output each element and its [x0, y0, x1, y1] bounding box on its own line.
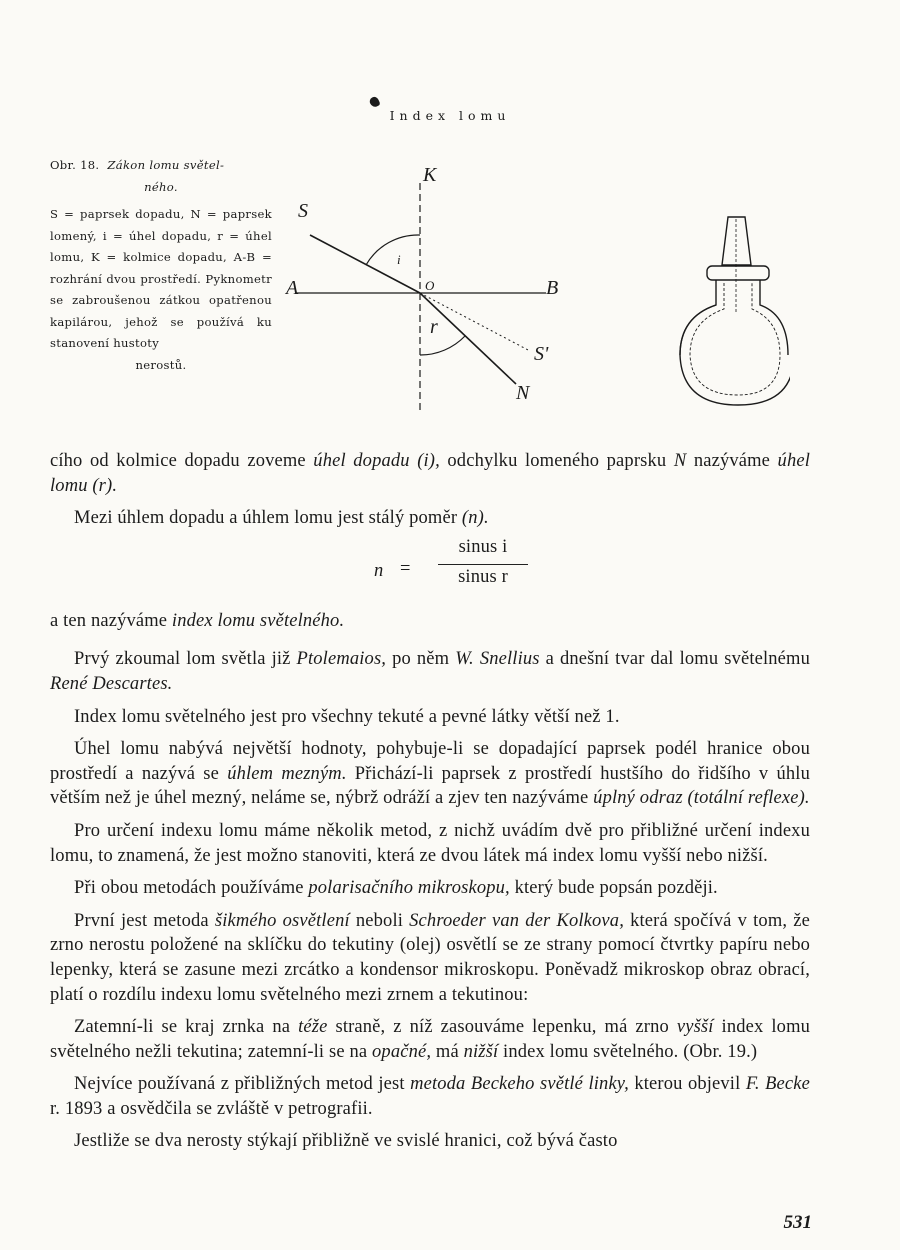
caption-figure-number: Obr. 18. — [50, 158, 100, 172]
body-text — [50, 449, 810, 1154]
italic-term: (n). — [461, 508, 489, 529]
text-run: odchylku lomeného paprsku — [439, 451, 674, 471]
italic-term: Ptolemaios, — [296, 649, 387, 670]
caption-description: S = paprsek dopadu, N = paprsek lomený, i = úhel dopadu, r = úhel lomu, K = kolmice dopadu, A-B = rozhrání dvou prostředí. Pyknometr se zabroušenou zátkou opatřenou kapilárou, jehož se používá ku stanovení hustoty — [50, 207, 272, 350]
formula-lhs: n — [374, 560, 384, 581]
pycnometer-bulb — [680, 305, 716, 355]
italic-term: opačné, — [372, 1041, 432, 1062]
italic-term: Schroeder van der Kolkova, — [409, 910, 624, 931]
text-run: kterou objevil — [628, 1074, 746, 1095]
label-i: i — [397, 252, 401, 267]
text-run: cího od kolmice dopadu zoveme — [50, 451, 314, 471]
formula-numerator: sinus i — [458, 536, 508, 557]
paragraph-2 — [50, 506, 810, 531]
italic-term: téže — [298, 1017, 328, 1038]
caption-figure-title-cont: ného. — [144, 179, 178, 194]
italic-term: N — [673, 451, 687, 471]
text-run: Přichází-li paprsek z prostředí hustšího do řidšího v úhlu větším než je úhel mezný, nelámе se, nýbrž odráží a zjev ten nazýváme — [50, 763, 810, 809]
italic-term: W. Snellius — [455, 649, 540, 670]
ink-mark — [368, 96, 380, 109]
paragraph-9 — [50, 909, 810, 1007]
refracted-ray — [420, 293, 516, 384]
pycnometer-inner — [690, 283, 780, 395]
caption-figure-title: Zákon lomu světel- — [107, 158, 225, 172]
italic-term: F. Becke — [745, 1074, 810, 1095]
label-k: K — [423, 164, 437, 186]
text-run: nazýváme — [686, 451, 778, 471]
label-b: B — [546, 277, 559, 299]
text-run: Zatemní-li se kraj zrnka na — [74, 1017, 299, 1038]
text-run: Úhel lomu nabývá největší hodnoty, pohybuje-li se dopadající paprsek podél hranice obou prostředí a nazývá se — [50, 739, 810, 784]
italic-term: úplný odraz (totální reflexe). — [593, 788, 810, 809]
paragraph-10 — [50, 1015, 810, 1064]
paragraph-12: Jestliže se dva nerosty stýkají přibližně ve svislé hranici, což bývá často — [74, 1131, 618, 1152]
paragraph-1 — [50, 449, 810, 498]
text-run: r. 1893 a osvědčila se zvláště v petrografii. — [50, 1098, 373, 1119]
italic-term: šikmého osvětlení — [214, 910, 350, 931]
caption-description-end: nerostů. — [135, 357, 187, 372]
italic-term: René Descartes. — [50, 673, 173, 694]
label-o: O — [425, 278, 435, 293]
text-run: po něm — [386, 649, 456, 670]
paragraph-7: Pro určení indexu lomu máme několik metod, z nichž uvádím dvě pro přibližné určení indexu lomu, to znamená, že jest možno stanoviti, která ze dvou látek má index lomu vyšší nebo nižší. — [50, 820, 810, 866]
italic-term: nižší — [463, 1041, 499, 1062]
label-s-prime: S' — [534, 343, 549, 365]
label-r: r — [430, 316, 438, 338]
text-run: Mezi úhlem dopadu a úhlem lomu jest stálý poměr — [74, 508, 462, 529]
italic-term: vyšší — [676, 1017, 714, 1038]
paragraph-3 — [50, 609, 810, 634]
pycnometer-stopper — [722, 217, 751, 265]
text-run: má — [431, 1041, 464, 1062]
paragraph-8 — [50, 876, 810, 901]
pycnometer-collar — [707, 266, 769, 280]
refraction-diagram — [280, 155, 580, 415]
text-run: První jest metoda — [74, 910, 215, 931]
text-run: a ten nazýváme — [50, 610, 172, 631]
pycnometer-neck — [680, 280, 790, 405]
italic-term: index lomu světelného. — [171, 610, 345, 631]
paragraph-11 — [50, 1072, 810, 1121]
formula-equals: = — [400, 558, 411, 579]
text-run: straně, z níž zasouváme lepenku, má zrno — [327, 1017, 677, 1038]
formula-index-of-refraction — [50, 536, 810, 603]
running-header: Index lomu — [389, 108, 511, 123]
paragraph-4 — [50, 647, 810, 696]
text-run: Prvý zkoumal lom světla již — [74, 649, 297, 670]
page-number: 531 — [783, 1212, 812, 1233]
label-s: S — [298, 200, 308, 222]
text-run: Při obou metodách používáme — [74, 878, 309, 899]
formula-denominator: sinus r — [458, 566, 508, 587]
text-run: index lomu světelného nežli tekutina; zatemní-li se na — [50, 1017, 811, 1062]
paragraph-6 — [50, 737, 810, 811]
italic-term: polarisačního mikroskopu, — [308, 878, 510, 899]
text-run: který bude popsán později. — [509, 878, 718, 899]
incident-ray — [310, 235, 420, 293]
angle-arc-i — [366, 235, 420, 265]
label-a: A — [286, 277, 299, 299]
angle-arc-r — [420, 336, 465, 355]
italic-term: úhel dopadu (i), — [313, 451, 440, 471]
caption-title — [50, 155, 272, 177]
pycnometer-neck-right — [760, 280, 788, 355]
italic-term: úhel lomu (r). — [50, 451, 810, 496]
text-run: a dnešní tvar dal lomu světelnému — [539, 649, 810, 670]
italic-term: metoda Beckeho světlé linky, — [410, 1074, 629, 1095]
pycnometer-drawing — [660, 205, 790, 415]
italic-term: úhlem mezným. — [227, 763, 347, 784]
text-run: index lomu světelného. (Obr. 19.) — [498, 1041, 758, 1062]
figure-caption — [50, 155, 272, 376]
text-run: Nejvíce používaná z přibližných metod jest — [74, 1074, 411, 1095]
text-run: která spočívá v tom, že zrno nerostu položené na sklíčku do tekutiny (olej) osvětlí se ze strany pomocí čtvrtky papíru nebo lepenky, která se zasune mezi zrcátko a kondensor mikroskopu. Poněvadž mikroskop obraz obrací, platí o rozdílu indexu lomu světelného mezi zrnem a tekutinou: — [50, 910, 810, 1005]
text-run: neboli — [349, 910, 410, 931]
label-n: N — [516, 382, 530, 404]
paragraph-5: Index lomu světelného jest pro všechny tekuté a pevné látky větší než 1. — [74, 706, 620, 727]
